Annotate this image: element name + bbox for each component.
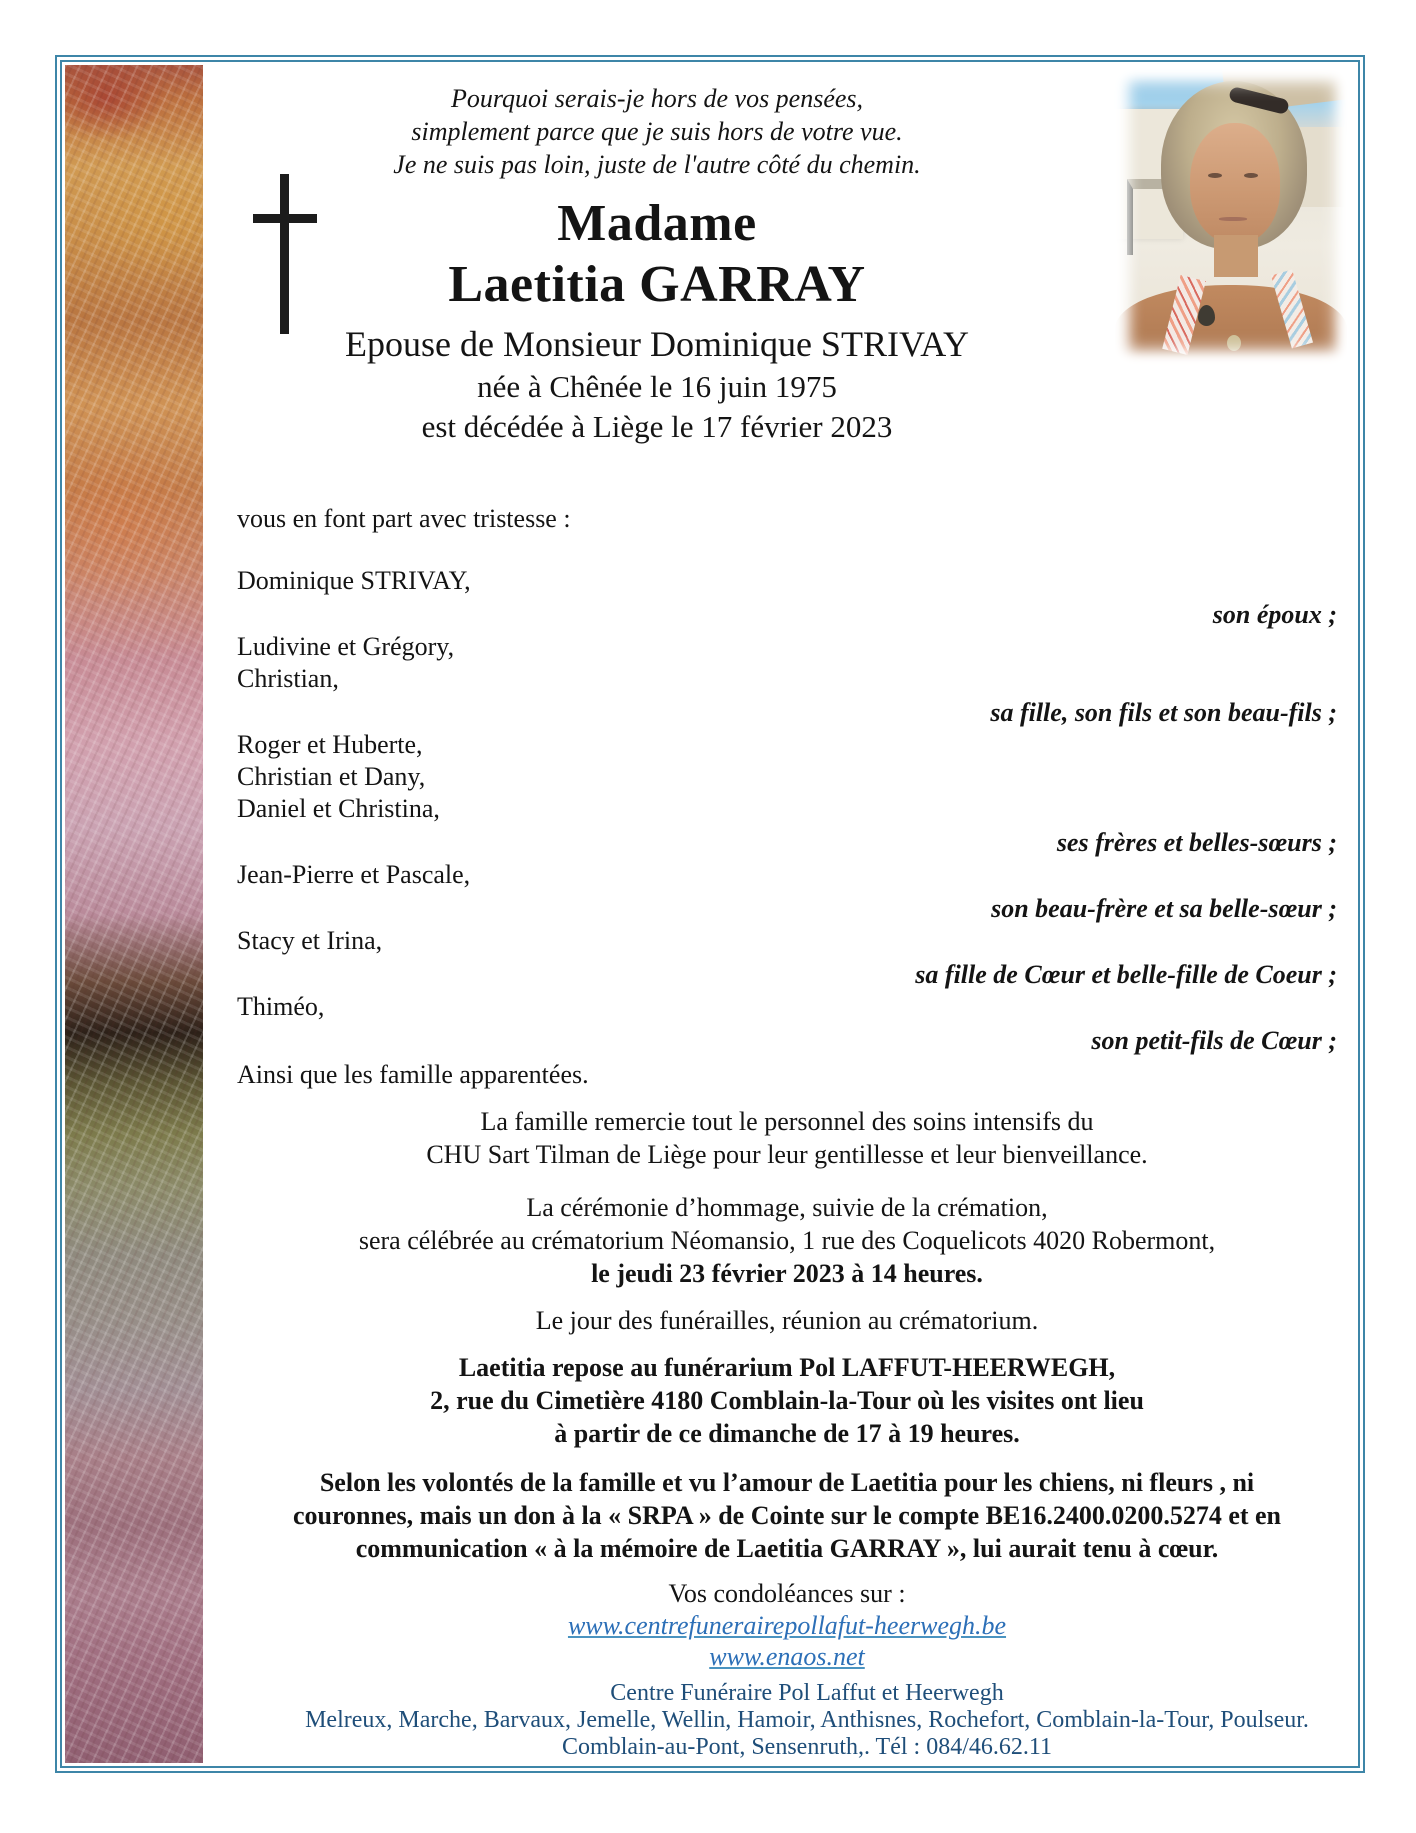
poem-line: simplement parce que je suis hors de votre vue. [411, 117, 903, 146]
family-name: Daniel et Christina, [237, 794, 440, 823]
family-role: sa fille, son fils et son beau-fils ; [990, 698, 1337, 727]
header-block [162, 62, 1152, 447]
poem-line: Pourquoi serais-je hors de vos pensées, [450, 84, 864, 113]
family-name: Jean-Pierre et Pascale, [237, 860, 471, 889]
spouse-line: Epouse de Monsieur Dominique STRIVAY [345, 324, 969, 364]
thanks-line: La famille remercie tout le personnel des soins intensifs du [480, 1107, 1094, 1136]
ceremony-date-line: le jeudi 23 février 2023 à 14 heures. [591, 1259, 983, 1288]
reunion-line-wrap [237, 1304, 1337, 1337]
repose-line: à partir de ce dimanche de 17 à 19 heures. [554, 1419, 1020, 1448]
family-name: Christian et Dany, [237, 762, 426, 791]
family-role: ses frères et belles-sœurs ; [1056, 828, 1337, 857]
donation-line: Selon les volontés de la famille et vu l’amour de Laetitia pour les chiens, ni fleurs , ni [319, 1468, 1255, 1497]
family-name: Ludivine et Grégory, [237, 632, 455, 661]
condolences-label: Vos condoléances sur : [668, 1579, 906, 1608]
reunion-line: Le jour des funérailles, réunion au crématorium. [535, 1306, 1039, 1335]
condolence-links [287, 1610, 1287, 1672]
donation-line: couronnes, mais un don à la « SRPA » de Cointe sur le compte BE16.2400.0200.5274 et en [292, 1501, 1282, 1530]
ceremony-line: La cérémonie d’hommage, suivie de la crémation, [526, 1193, 1048, 1222]
thanks-line: CHU Sart Tilman de Liège pour leur gentillesse et leur bienveillance. [426, 1140, 1148, 1169]
family-name: Christian, [237, 664, 339, 693]
birth-line: née à Chênée le 16 juin 1975 [477, 369, 837, 404]
ceremony-line: sera célébrée au crématorium Néomansio, 1 rue des Coquelicots 4020 Robermont, [358, 1226, 1216, 1255]
donation-paragraph [237, 1466, 1337, 1565]
repose-line: Laetitia repose au funérarium Pol LAFFUT-HEERWEGH, [458, 1353, 1116, 1382]
announcement-line: vous en font part avec tristesse : [237, 504, 571, 533]
poem-line: Je ne suis pas loin, juste de l'autre côté du chemin. [393, 150, 921, 179]
family-role: son beau-frère et sa belle-sœur ; [991, 894, 1337, 923]
family-list [237, 565, 1337, 1057]
content-column [237, 503, 1337, 1761]
page-title [162, 193, 1152, 315]
family-role: sa fille de Cœur et belle-fille de Coeur ; [915, 960, 1337, 989]
repose-line: 2, rue du Cimetière 4180 Comblain-la-Tour où les visites ont lieu [430, 1386, 1144, 1415]
deceased-name: Laetitia GARRAY [448, 256, 866, 313]
title-civility: Madame [557, 195, 757, 252]
condolence-link-funeral-home[interactable]: www.centrefunerairepollafut-heerwegh.be [567, 1611, 1007, 1640]
family-name: Thiméo, [237, 992, 325, 1021]
condolence-link-enaos[interactable]: www.enaos.net [709, 1642, 865, 1671]
family-role: son époux ; [1212, 600, 1337, 629]
ceremony-paragraph [237, 1191, 1337, 1290]
death-line: est décédée à Liège le 17 février 2023 [421, 409, 893, 444]
funeral-home-locations: Melreux, Marche, Barvaux, Jemelle, Wellin, Hamoir, Anthisnes, Rochefort, Comblain-la-Tour, Poulseur. [305, 1707, 1309, 1733]
repose-paragraph [237, 1351, 1337, 1450]
card-border [55, 55, 1365, 1773]
donation-line: communication « à la mémoire de Laetitia GARRAY », lui aurait tenu à cœur. [355, 1534, 1219, 1563]
thanks-paragraph [237, 1105, 1337, 1171]
family-name: Stacy et Irina, [237, 926, 383, 955]
funeral-home-phone: Comblain-au-Pont, Sensenruth,. Tél : 084/46.62.11 [562, 1734, 1052, 1760]
family-name: Dominique STRIVAY, [237, 566, 471, 595]
poem [162, 82, 1152, 181]
family-role: son petit-fils de Cœur ; [1091, 1026, 1337, 1055]
funeral-home-name: Centre Funéraire Pol Laffut et Heerwegh [610, 1680, 1004, 1706]
card-inner [60, 60, 1360, 1768]
funeral-home-info [277, 1680, 1337, 1761]
family-name: Roger et Huberte, [237, 730, 423, 759]
family-closing: Ainsi que les famille apparentées. [237, 1060, 589, 1089]
